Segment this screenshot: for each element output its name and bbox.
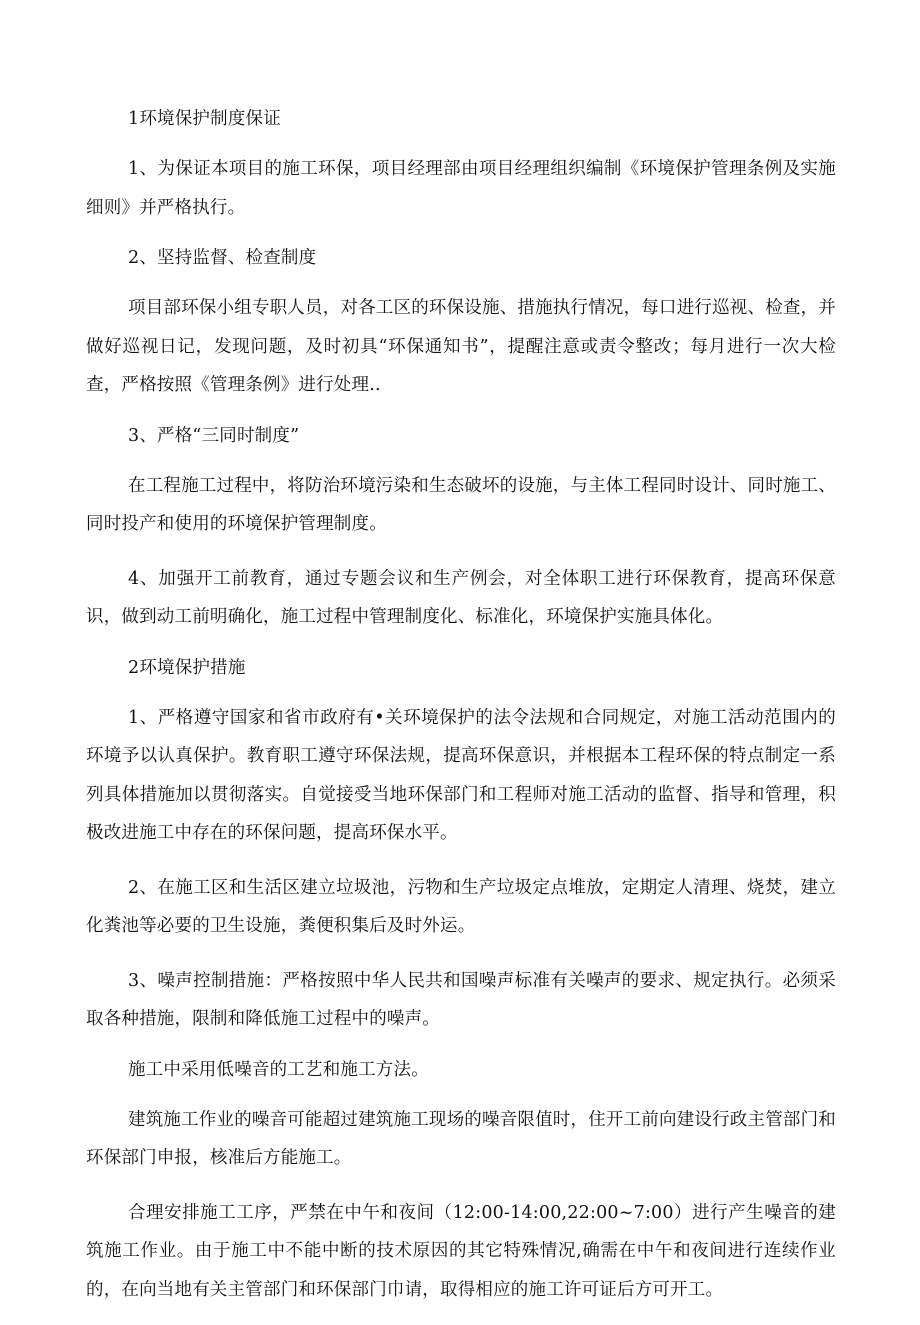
paragraph: 在工程施工过程中，将防治环境污染和生态破坏的设施，与主体工程同时设计、同时施工、同时投产和使用的环境保护管理制度。: [86, 475, 836, 534]
section-heading-1: 1环境保护制度保证: [128, 109, 281, 129]
section-heading-2: 2环境保护措施: [128, 657, 246, 678]
paragraph: 1、严格遵守国家和省市政府有•关环境保护的法令法规和合同规定，对施工活动范围内的环境予以认真保护。教育职工遵守环保法规，提高环保意识，并根据本工程环保的特点制定一系列具体措施加以贯彻落实。自觉接受当地环保部门和工程师对施工活动的监督、指导和管理，积极改进施工中存在的环保问题，提高环保水平。: [86, 707, 836, 843]
paragraph: 3、噪声控制措施：严格按照中华人民共和国噪声标准有关噪声的要求、规定执行。必须采取各种措施，限制和降低施工过程中的噪声。: [86, 970, 836, 1029]
subheading: 3、严格“三同时制度”: [128, 425, 300, 446]
paragraph: 项目部环保小组专职人员，对各工区的环保设施、措施执行情况，每口进行巡视、检查，并做好巡视日记，发现问题，及时初具“环保通知书”，提醒注意或责令整改；每月进行一次大检查，严格按照《管理条例》进行处理..: [86, 298, 836, 395]
paragraph: 建筑施工作业的噪音可能超过建筑施工现场的噪音限值时，住开工前向建设行政主管部门和环保部门申报，核准后方能施工。: [86, 1109, 836, 1168]
paragraph: 2、在施工区和生活区建立垃圾池，污物和生产垃圾定点堆放，定期定人清理、烧焚，建立化粪池等必要的卫生设施，粪便积集后及时外运。: [86, 877, 836, 936]
document-body: [86, 104, 836, 1325]
paragraph: 合理安排施工工序，严禁在中午和夜间（12:00-14:00,22:00~7:00）进行产生噪音的建筑施工作业。由于施工中不能中断的技术原因的其它特殊情况,确需在中午和夜间进行连续作业的，在向当地有关主管部门和环保部门巾请，取得相应的施工许可证后方可开工。: [86, 1202, 836, 1300]
subheading: 2、坚持监督、检查制度: [128, 248, 317, 268]
paragraph: 1、为保证本项目的施工环保，项目经理部由项目经理组织编制《环境保护管理条例及实施细则》并严格执行。: [86, 159, 836, 218]
paragraph: 4、加强开工前教育，通过专题会议和生产例会，对全体职工进行环保教育，提高环保意识，做到动工前明确化，施工过程中管理制度化、标准化，环境保护实施具体化。: [86, 568, 836, 627]
subheading: 施工中采用低噪音的工艺和施工方法。: [128, 1059, 429, 1080]
